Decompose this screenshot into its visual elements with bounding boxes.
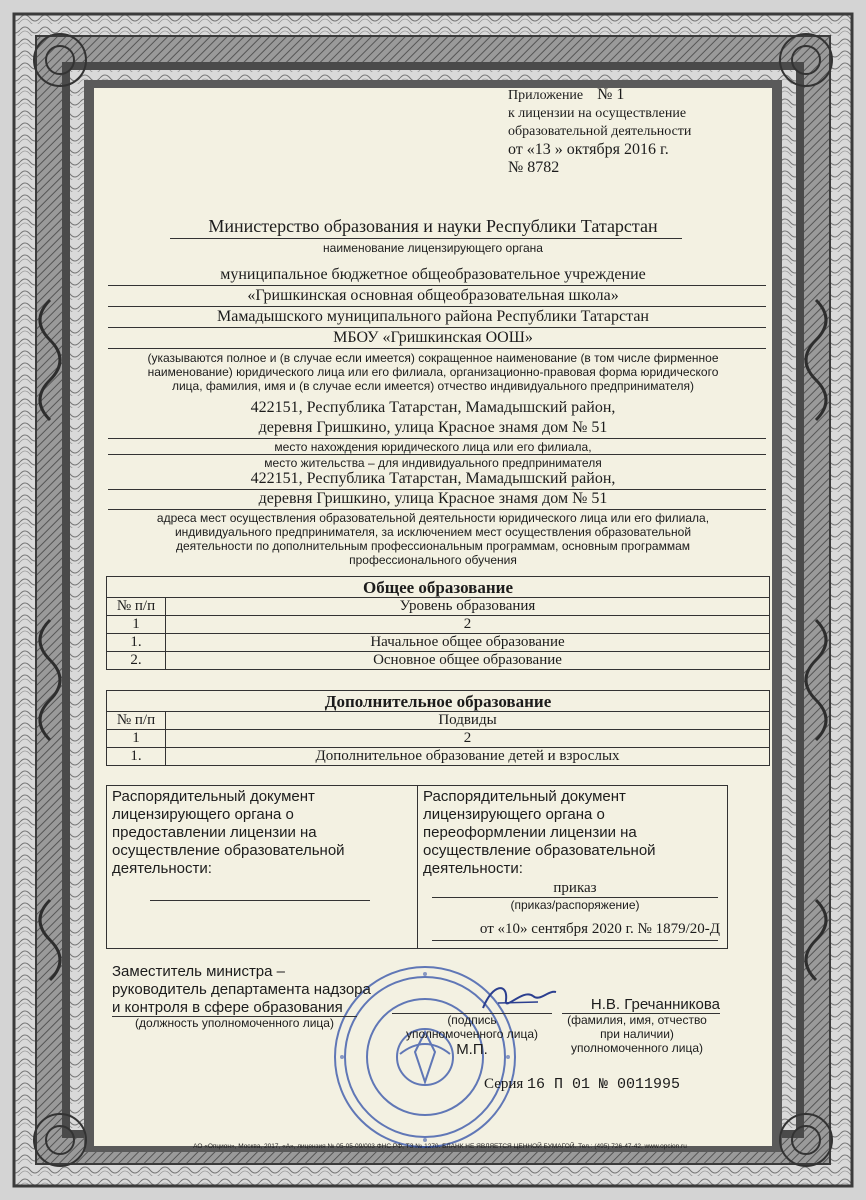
- blank-serial: [484, 1076, 680, 1093]
- row-number: 1.: [107, 748, 166, 766]
- divider: [170, 238, 682, 239]
- doc-left-blank-line: [150, 900, 370, 901]
- org-name-line3: Мамадышского муниципального района Республики Татарстан: [217, 308, 649, 325]
- divider: [108, 438, 766, 439]
- signature-caption-2: уполномоченного лица): [405, 1027, 539, 1041]
- signature-caption: [372, 1013, 572, 1057]
- table-header-row: [107, 712, 770, 730]
- doc-date-number: от «10» сентября 2020 г. № 1879/20-Д: [479, 921, 720, 937]
- activity-caption-4: профессионального обучения: [349, 553, 517, 567]
- table-row: [107, 730, 770, 748]
- location-address-1: 422151, Республика Татарстан, Мамадышский район,: [250, 399, 616, 416]
- location-address-2: деревня Гришкино, улица Красное знамя дом № 51: [258, 419, 608, 436]
- divider: [108, 348, 766, 349]
- name-caption-1: (фамилия, имя, отчество: [567, 1013, 707, 1027]
- row-text: Основное общее образование: [166, 652, 770, 670]
- column-header-number: № п/п: [107, 712, 166, 730]
- table-heading-row: [107, 691, 770, 712]
- divider: [108, 454, 766, 455]
- serial-label: Серия: [484, 1076, 524, 1092]
- doc-right-line1: Распорядительный документ: [423, 788, 626, 805]
- org-caption-1: (указываются полное и (в случае если имеется) сокращенное наименование (в том числе фирменное: [147, 351, 719, 365]
- doc-reissue-block: [423, 788, 723, 878]
- table-heading: Общее образование: [107, 577, 770, 598]
- table-row: [107, 748, 770, 766]
- annex-date: от «13 » октября 2016 г.: [508, 141, 669, 158]
- doc-right-line2: лицензирующего органа о: [423, 806, 605, 823]
- position-line3: и контроля в сфере образования: [112, 999, 343, 1016]
- row-number: 1: [107, 730, 166, 748]
- row-number: 1: [107, 616, 166, 634]
- activity-caption-1: адреса мест осуществления образовательной деятельности юридического лица или его филиала,: [156, 511, 710, 525]
- name-caption-2: при наличии): [600, 1027, 674, 1041]
- name-caption-3: уполномоченного лица): [570, 1041, 704, 1055]
- table-row: [107, 652, 770, 670]
- activity-caption-3: деятельности по дополнительным профессиональным программам, основным программам: [175, 539, 691, 553]
- position-line1: Заместитель министра –: [112, 963, 286, 980]
- column-header-subtypes: Подвиды: [166, 712, 770, 730]
- table-row: [107, 634, 770, 652]
- serial-number: 16 П 01 № 0011995: [527, 1076, 681, 1093]
- doc-left-line1: Распорядительный документ: [112, 788, 315, 805]
- authority-name: Министерство образования и науки Республики Татарстан: [208, 216, 658, 236]
- doc-granting-block: [112, 788, 412, 878]
- org-name-line2: «Гришкинская основная общеобразовательная школа»: [247, 287, 619, 304]
- annex-license-number: № 8782: [508, 159, 560, 176]
- annex-label: Приложение: [508, 88, 584, 103]
- divider: [432, 940, 718, 941]
- annex-line3: образовательной деятельности: [508, 124, 692, 139]
- org-caption-3: лица, фамилия, имя и (в случае если имеется) отчество индивидуального предпринимателя): [171, 379, 695, 393]
- signature-caption-1: (подпись: [447, 1013, 497, 1027]
- name-caption: [552, 1013, 722, 1055]
- column-header-level: Уровень образования: [166, 598, 770, 616]
- stamp-place: М.П.: [456, 1041, 488, 1058]
- signer-position: [112, 963, 371, 1017]
- annex-line2: к лицензии на осуществление: [508, 106, 687, 121]
- row-number: 2.: [107, 652, 166, 670]
- location-caption-1: место нахождения юридического лица или его филиала,: [274, 440, 592, 454]
- divider: [108, 509, 766, 510]
- doc-left-line2: лицензирующего органа о: [112, 806, 294, 823]
- annex-header: [508, 86, 691, 177]
- annex-number: № 1: [597, 86, 625, 103]
- doc-right-line3: переоформлении лицензии на: [423, 824, 637, 841]
- row-text: 2: [166, 616, 770, 634]
- doc-right-line4: осуществление образовательной: [423, 842, 656, 859]
- table-row: [107, 616, 770, 634]
- position-caption: (должность уполномоченного лица): [135, 1016, 334, 1030]
- row-text: Дополнительное образование детей и взрослых: [166, 748, 770, 766]
- activity-caption-2: индивидуального предпринимателя, за исключением мест осуществления образовательной: [174, 525, 692, 539]
- additional-education-table: [106, 690, 770, 766]
- org-short-name: МБОУ «Гришкинская ООШ»: [333, 329, 533, 346]
- doc-left-line4: осуществление образовательной: [112, 842, 345, 859]
- printer-footer-note: АО «Опцион», Москва, 2017, «А», лицензия № 05-05-09/003 ФНС РФ, ТЗ № 1270. БЛАНК НЕ ЯВЛЯЕТСЯ ЦЕННОЙ БУМАГОЙ. Тел.: (495) 726-47-42, www.opcion.ru: [193, 1143, 687, 1150]
- box-divider: [417, 786, 418, 948]
- org-caption-2: наименование) юридического лица или его филиала, организационно-правовая форма юридического: [147, 365, 719, 379]
- activity-address-2: деревня Гришкино, улица Красное знамя дом № 51: [258, 490, 608, 507]
- activity-address-1: 422151, Республика Татарстан, Мамадышский район,: [250, 470, 616, 487]
- divider: [108, 285, 766, 286]
- table-heading: Дополнительное образование: [107, 691, 770, 712]
- location-caption-2: место жительства – для индивидуального предпринимателя: [264, 456, 602, 470]
- org-name-line1: муниципальное бюджетное общеобразовательное учреждение: [220, 266, 646, 283]
- position-line2: руководитель департамента надзора: [112, 981, 371, 998]
- row-number: 1.: [107, 634, 166, 652]
- general-education-table: [106, 576, 770, 670]
- doc-type-caption: (приказ/распоряжение): [510, 898, 640, 912]
- row-text: Начальное общее образование: [166, 634, 770, 652]
- doc-right-line5: деятельности:: [423, 860, 523, 877]
- divider: [108, 306, 766, 307]
- table-heading-row: [107, 577, 770, 598]
- column-header-number: № п/п: [107, 598, 166, 616]
- divider: [108, 327, 766, 328]
- row-text: 2: [166, 730, 770, 748]
- doc-type: приказ: [553, 880, 597, 896]
- table-header-row: [107, 598, 770, 616]
- handwritten-signature: [478, 978, 558, 1018]
- doc-left-line5: деятельности:: [112, 860, 212, 877]
- doc-left-line3: предоставлении лицензии на: [112, 824, 317, 841]
- signer-name: Н.В. Гречанникова: [590, 996, 720, 1013]
- authority-caption: наименование лицензирующего органа: [323, 241, 543, 255]
